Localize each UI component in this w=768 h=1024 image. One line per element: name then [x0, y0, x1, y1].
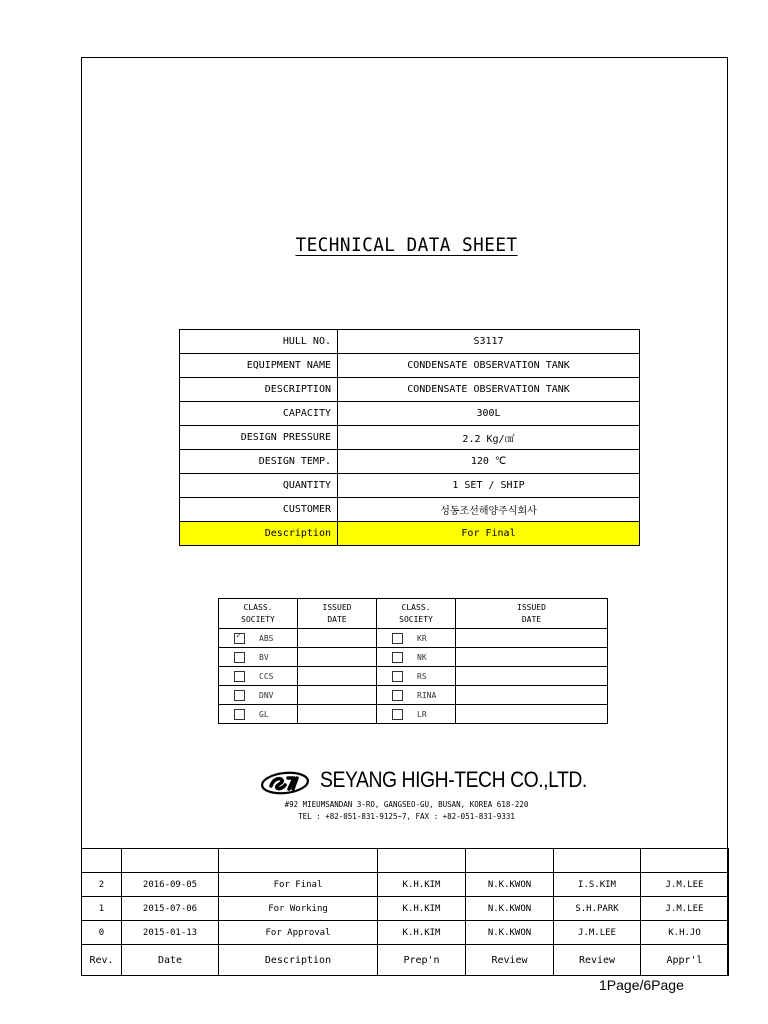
info-label: DESIGN PRESSURE	[180, 426, 338, 450]
company-emblem-icon	[260, 771, 310, 795]
revision-cell: J.M.LEE	[641, 873, 729, 897]
class-checkbox[interactable]	[392, 652, 403, 663]
revision-cell: N.K.KWON	[466, 921, 554, 945]
info-label: EQUIPMENT NAME	[180, 354, 338, 378]
company-address: #92 MIEUMSANDAN 3-RO, GANGSEO-GU, BUSAN, KOREA 618-220	[284, 800, 529, 809]
info-row	[180, 474, 640, 498]
class-row	[219, 705, 608, 724]
info-label: Description	[180, 522, 338, 546]
info-label: DESCRIPTION	[180, 378, 338, 402]
revision-cell: 2015-07-06	[122, 897, 219, 921]
revision-cell	[122, 849, 219, 873]
issued-date-cell	[298, 648, 377, 667]
class-society-cell	[219, 648, 298, 667]
info-value: 2.2 Kg/㎠	[338, 426, 640, 450]
class-checkbox[interactable]	[392, 690, 403, 701]
revision-cell	[466, 849, 554, 873]
info-row	[180, 498, 640, 522]
issued-header-left: ISSUED DATE	[298, 599, 377, 629]
document-title: TECHNICAL DATA SHEET	[295, 234, 518, 256]
class-society-name: GL	[259, 709, 269, 719]
info-value: 300L	[338, 402, 640, 426]
issued-date-cell	[456, 667, 608, 686]
info-row	[180, 330, 640, 354]
class-society-cell	[219, 629, 298, 648]
revision-row	[82, 873, 729, 897]
issued-date-cell	[456, 686, 608, 705]
class-checkbox[interactable]	[392, 709, 403, 720]
info-value: 성동조선해양주식회사	[338, 498, 640, 522]
page-number: 1Page/6Page	[599, 977, 684, 993]
revision-header-cell: Prep'n	[378, 945, 466, 976]
revision-cell: I.S.KIM	[554, 873, 641, 897]
info-value: CONDENSATE OBSERVATION TANK	[338, 378, 640, 402]
revision-cell: For Working	[219, 897, 378, 921]
issued-date-cell	[298, 705, 377, 724]
class-society-name: CCS	[259, 671, 274, 681]
class-society-table	[218, 598, 608, 724]
issued-date-cell	[456, 629, 608, 648]
revision-cell	[82, 849, 122, 873]
class-row	[219, 667, 608, 686]
info-label: CUSTOMER	[180, 498, 338, 522]
revision-cell: S.H.PARK	[554, 897, 641, 921]
class-society-name: KR	[417, 633, 427, 643]
class-header-right: CLASS. SOCIETY	[377, 599, 456, 629]
class-society-cell	[377, 705, 456, 724]
info-value: For Final	[338, 522, 640, 546]
revision-header-cell: Date	[122, 945, 219, 976]
revision-cell: K.H.KIM	[378, 897, 466, 921]
class-header-left: CLASS. SOCIETY	[219, 599, 298, 629]
issued-header-right: ISSUED DATE	[456, 599, 608, 629]
revision-cell: J.M.LEE	[554, 921, 641, 945]
revision-cell: N.K.KWON	[466, 897, 554, 921]
info-label: QUANTITY	[180, 474, 338, 498]
info-row	[180, 402, 640, 426]
info-row	[180, 354, 640, 378]
class-society-name: RS	[417, 671, 427, 681]
issued-date-cell	[298, 629, 377, 648]
info-row	[180, 450, 640, 474]
revision-cell: N.K.KWON	[466, 873, 554, 897]
revision-cell: 2016-09-05	[122, 873, 219, 897]
revision-header-cell: Review	[554, 945, 641, 976]
revision-row	[82, 849, 729, 873]
issued-date-cell	[456, 648, 608, 667]
revision-cell: K.H.JO	[641, 921, 729, 945]
class-checkbox[interactable]	[234, 630, 245, 644]
revision-cell: 2	[82, 873, 122, 897]
class-society-cell	[219, 705, 298, 724]
class-checkbox[interactable]	[234, 709, 245, 720]
info-table	[179, 329, 640, 546]
info-value: CONDENSATE OBSERVATION TANK	[338, 354, 640, 378]
info-row	[180, 378, 640, 402]
revision-table	[81, 848, 729, 976]
issued-date-cell	[298, 667, 377, 686]
revision-cell: 0	[82, 921, 122, 945]
revision-cell: K.H.KIM	[378, 873, 466, 897]
revision-cell: For Final	[219, 873, 378, 897]
class-checkbox[interactable]	[234, 690, 245, 701]
revision-cell: 2015-01-13	[122, 921, 219, 945]
revision-header-cell: Review	[466, 945, 554, 976]
check-icon: ✓	[236, 630, 242, 641]
revision-cell: 1	[82, 897, 122, 921]
issued-date-cell	[456, 705, 608, 724]
revision-cell	[554, 849, 641, 873]
revision-cell	[219, 849, 378, 873]
company-logo	[258, 767, 587, 797]
class-checkbox[interactable]	[234, 671, 245, 682]
class-society-cell	[377, 667, 456, 686]
info-value: 120 ℃	[338, 450, 640, 474]
class-checkbox[interactable]	[392, 633, 403, 644]
class-row	[219, 629, 608, 648]
info-label: CAPACITY	[180, 402, 338, 426]
class-society-name: NK	[417, 652, 427, 662]
class-society-cell	[377, 629, 456, 648]
class-society-cell	[219, 686, 298, 705]
class-row	[219, 686, 608, 705]
company-name: SEYANG HIGH-TECH CO.,LTD.	[320, 767, 587, 792]
class-checkbox[interactable]	[234, 652, 245, 663]
class-row	[219, 648, 608, 667]
info-row	[180, 522, 640, 546]
class-checkbox[interactable]	[392, 671, 403, 682]
revision-row	[82, 921, 729, 945]
info-label: DESIGN TEMP.	[180, 450, 338, 474]
class-society-name: DNV	[259, 690, 274, 700]
info-value: 1 SET / SHIP	[338, 474, 640, 498]
revision-header-cell: Appr'l	[641, 945, 729, 976]
class-society-cell	[377, 648, 456, 667]
revision-row	[82, 897, 729, 921]
revision-cell: For Approval	[219, 921, 378, 945]
info-value: S3117	[338, 330, 640, 354]
class-society-cell	[219, 667, 298, 686]
revision-header-row	[82, 945, 729, 976]
revision-cell: J.M.LEE	[641, 897, 729, 921]
class-society-name: BV	[259, 652, 269, 662]
info-row	[180, 426, 640, 450]
class-society-name: LR	[417, 709, 427, 719]
issued-date-cell	[298, 686, 377, 705]
revision-header-cell: Description	[219, 945, 378, 976]
class-society-cell	[377, 686, 456, 705]
revision-header-cell: Rev.	[82, 945, 122, 976]
revision-cell: K.H.KIM	[378, 921, 466, 945]
company-contact: TEL : +82-051-831-9125~7, FAX : +82-051-831-9331	[298, 812, 515, 821]
revision-cell	[378, 849, 466, 873]
revision-cell	[641, 849, 729, 873]
class-society-name: ABS	[259, 633, 274, 643]
info-label: HULL NO.	[180, 330, 338, 354]
class-society-name: RINA	[417, 690, 437, 700]
